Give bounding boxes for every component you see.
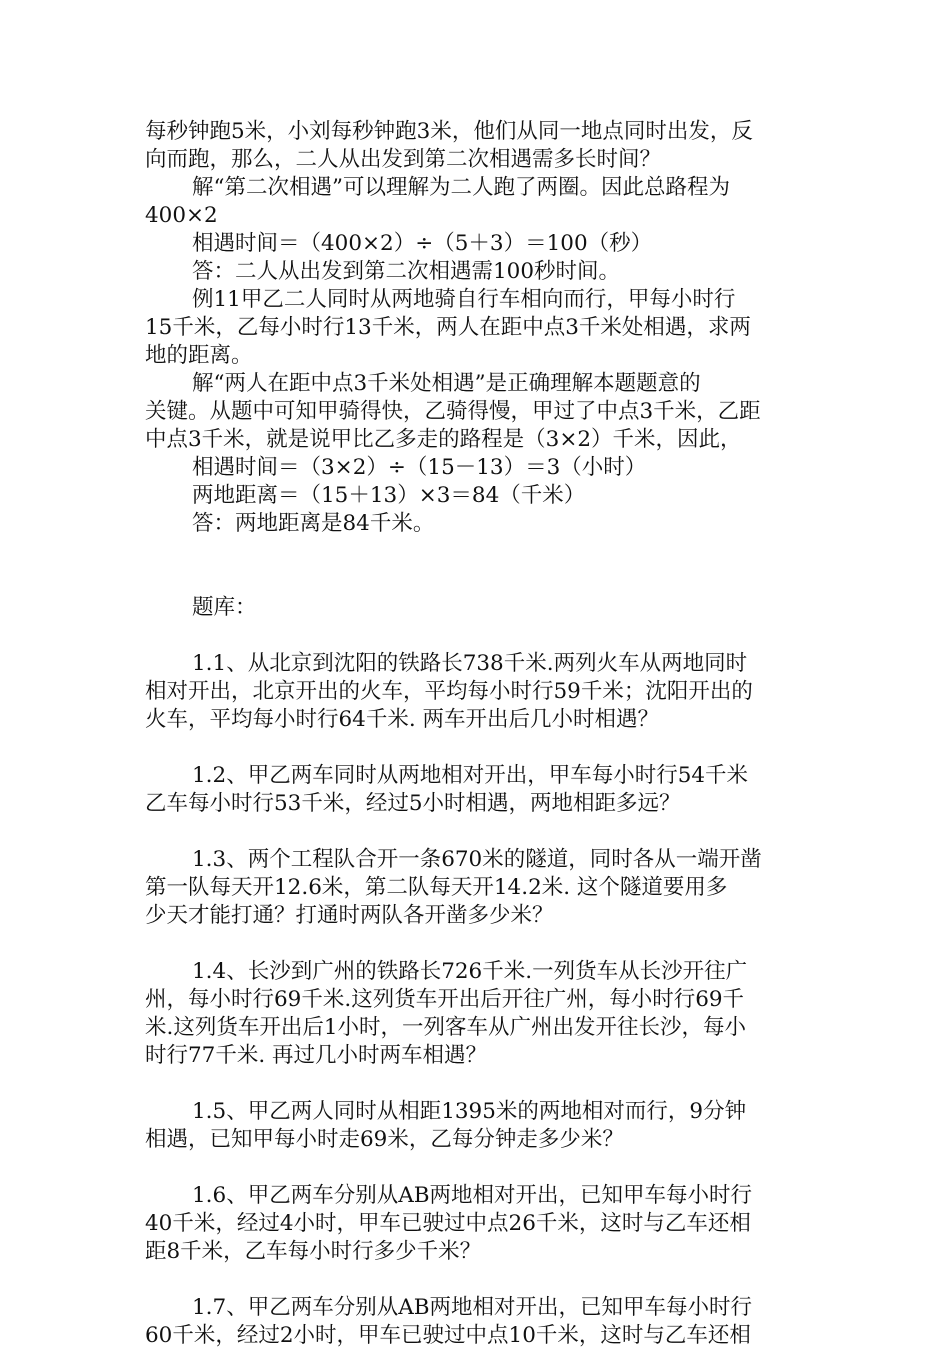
document-page: [145, 118, 810, 1350]
question-line: 距8千米，乙车每小时行多少千米？: [145, 1239, 482, 1264]
text-line: 每秒钟跑5米，小刘每秒钟跑3米，他们从同一地点同时出发，反: [145, 119, 753, 144]
question-line: 相遇，已知甲每小时走69米，乙每分钟走多少米？: [145, 1127, 624, 1152]
question-line: 1.3、两个工程队合开一条670米的隧道，同时各从一端开凿: [192, 847, 762, 872]
question-1-1: [145, 650, 810, 734]
question-1-2: [145, 762, 810, 818]
question-line: 乙车每小时行53千米，经过5小时相遇，两地相距多远？: [145, 791, 681, 816]
equation-line: 两地距离＝（15＋13）×3＝84（千米）: [192, 483, 586, 508]
question-line: 1.5、甲乙两人同时从相距1395米的两地相对而行，9分钟: [192, 1099, 747, 1124]
question-line: 州，每小时行69千米.这列货车开出后开往广州，每小时行69千: [145, 987, 745, 1012]
question-line: 40千米，经过4小时，甲车已驶过中点26千米，这时与乙车还相: [145, 1211, 751, 1236]
text-line: 关键。从题中可知甲骑得快，乙骑得慢，甲过了中点3千米，乙距: [145, 399, 761, 424]
question-1-7: [145, 1294, 810, 1350]
example-10-block: [145, 118, 810, 286]
question-line: 1.2、甲乙两车同时从两地相对开出，甲车每小时行54千米: [192, 763, 749, 788]
question-line: 1.7、甲乙两车分别从AB两地相对开出，已知甲车每小时行: [192, 1295, 753, 1320]
question-line: 60千米，经过2小时，甲车已驶过中点10千米，这时与乙车还相: [145, 1323, 751, 1348]
question-line: 相对开出，北京开出的火车，平均每小时行59千米；沈阳开出的: [145, 679, 753, 704]
text-line: 15千米，乙每小时行13千米，两人在距中点3千米处相遇，求两: [145, 315, 751, 340]
question-1-5: [145, 1098, 810, 1154]
question-bank-heading: 题库：: [192, 595, 257, 620]
equation-line: 相遇时间＝（3×2）÷（15－13）＝3（小时）: [192, 455, 647, 480]
question-1-3: [145, 846, 810, 930]
answer-line: 答：二人从出发到第二次相遇需100秒时间。: [192, 259, 621, 284]
question-1-6: [145, 1182, 810, 1266]
solution-line: 解“第二次相遇”可以理解为二人跑了两圈。因此总路程为: [192, 175, 730, 200]
equation-line: 相遇时间＝（400×2）÷（5＋3）＝100（秒）: [192, 231, 653, 256]
question-line: 1.6、甲乙两车分别从AB两地相对开出，已知甲车每小时行: [192, 1183, 753, 1208]
question-line: 米.这列货车开出后1小时，一列客车从广州出发开往长沙，每小: [145, 1015, 747, 1040]
text-line: 400×2: [145, 203, 218, 228]
question-line: 时行77千米. 再过几小时两车相遇？: [145, 1043, 488, 1068]
example-11-block: [145, 286, 810, 538]
question-line: 1.1、从北京到沈阳的铁路长738千米.两列火车从两地同时: [192, 651, 748, 676]
question-line: 第一队每天开12.6米，第二队每天开14.2米. 这个隧道要用多: [145, 875, 728, 900]
question-line: 1.4、长沙到广州的铁路长726千米.一列货车从长沙开往广: [192, 959, 748, 984]
text-line: 中点3千米，就是说甲比乙多走的路程是（3×2）千米，因此，: [145, 427, 742, 452]
question-1-4: [145, 958, 810, 1070]
solution-line: 解“两人在距中点3千米处相遇”是正确理解本题题意的: [192, 371, 701, 396]
text-line: 向而跑，那么，二人从出发到第二次相遇需多长时间？: [145, 147, 662, 172]
text-line: 地的距离。: [145, 343, 253, 368]
question-line: 少天才能打通？打通时两队各开凿多少米？: [145, 903, 554, 928]
question-line: 火车，平均每小时行64千米. 两车开出后几小时相遇？: [145, 707, 660, 732]
answer-line: 答：两地距离是84千米。: [192, 511, 435, 536]
example-title-line: 例11甲乙二人同时从两地骑自行车相向而行，甲每小时行: [192, 287, 736, 312]
